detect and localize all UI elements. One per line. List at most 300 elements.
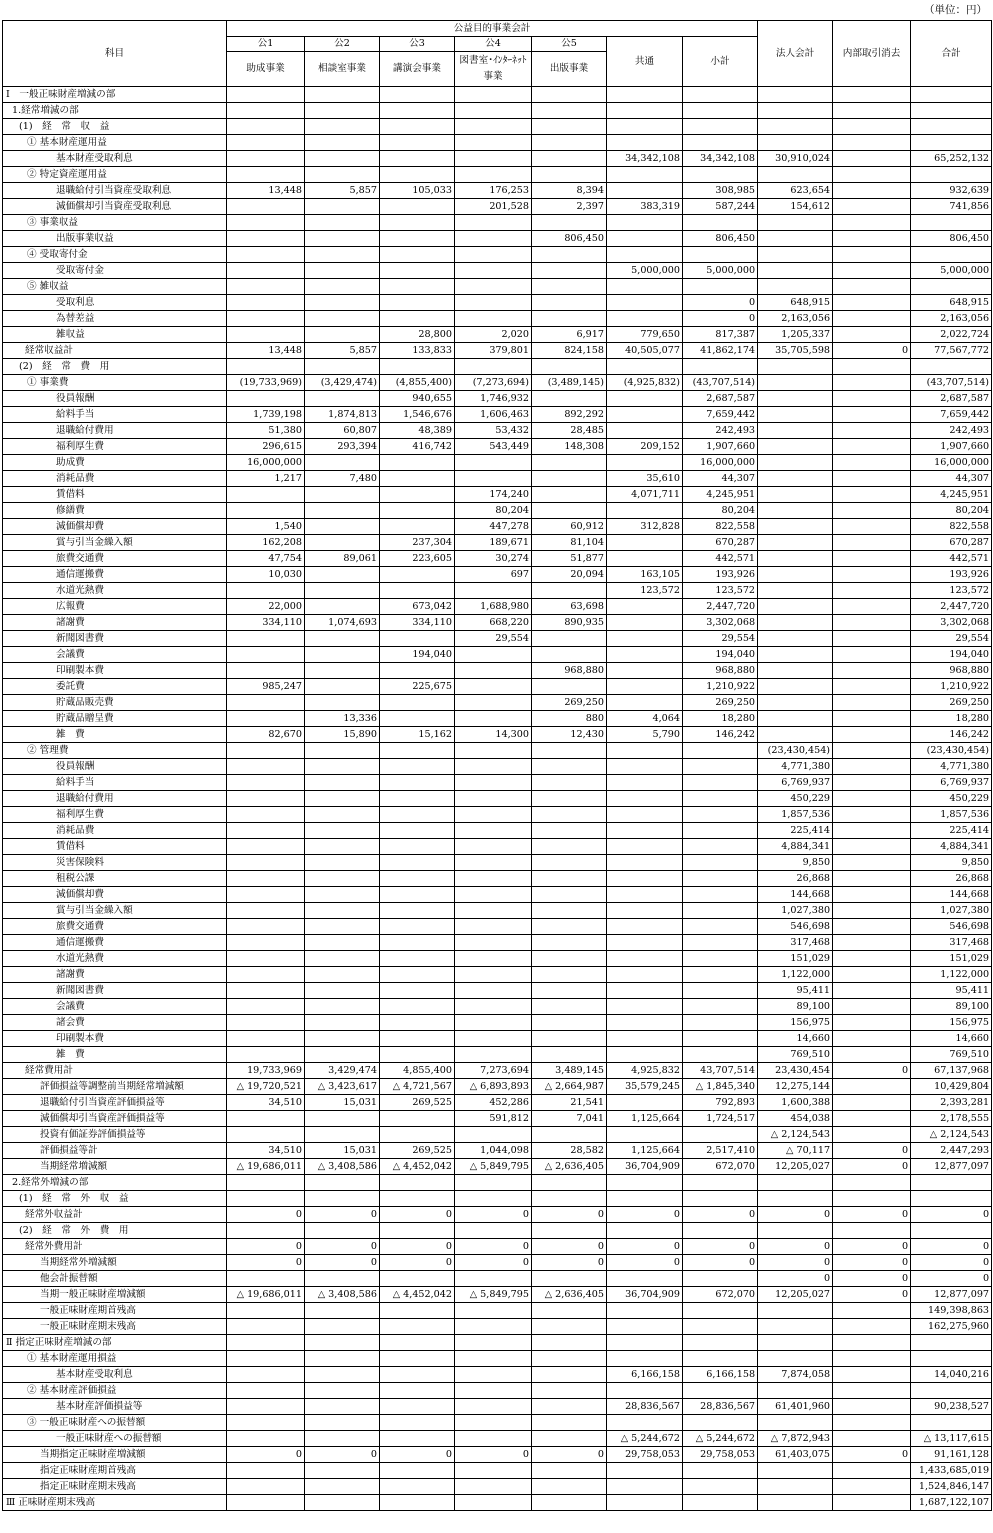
header-subtotal: 小計 bbox=[683, 37, 758, 87]
row-value: 35,610 bbox=[607, 471, 683, 487]
row-value bbox=[607, 135, 683, 151]
row-value bbox=[833, 487, 911, 503]
header-code: 公1 bbox=[227, 37, 305, 52]
row-value bbox=[305, 743, 380, 759]
row-value bbox=[683, 1479, 758, 1495]
table-row bbox=[3, 1079, 992, 1095]
row-value bbox=[305, 599, 380, 615]
row-value: 7,273,694 bbox=[455, 1063, 532, 1079]
row-label: 水道光熱費 bbox=[3, 951, 227, 967]
row-value bbox=[227, 999, 305, 1015]
row-value bbox=[380, 887, 455, 903]
row-value bbox=[227, 935, 305, 951]
row-value: △ 19,720,521 bbox=[227, 1079, 305, 1095]
row-value bbox=[455, 1415, 532, 1431]
row-value bbox=[532, 471, 607, 487]
row-label: 退職給付引当資産受取利息 bbox=[3, 183, 227, 199]
row-value: 20,094 bbox=[532, 567, 607, 583]
row-value bbox=[455, 167, 532, 183]
row-value bbox=[455, 1015, 532, 1031]
row-value: 34,510 bbox=[227, 1095, 305, 1111]
row-value bbox=[455, 1351, 532, 1367]
row-value bbox=[227, 215, 305, 231]
row-value bbox=[833, 1031, 911, 1047]
row-value bbox=[532, 807, 607, 823]
row-value bbox=[683, 839, 758, 855]
row-value bbox=[607, 919, 683, 935]
statement-table bbox=[2, 20, 992, 1511]
row-value bbox=[758, 519, 833, 535]
row-value bbox=[607, 423, 683, 439]
row-value: 2,517,410 bbox=[683, 1143, 758, 1159]
table-row bbox=[3, 167, 992, 183]
row-value bbox=[227, 1111, 305, 1127]
table-row bbox=[3, 1399, 992, 1415]
row-value: 670,287 bbox=[683, 535, 758, 551]
row-value bbox=[227, 1031, 305, 1047]
row-value: 9,850 bbox=[911, 855, 992, 871]
row-value bbox=[380, 1271, 455, 1287]
row-value: 162,275,960 bbox=[911, 1319, 992, 1335]
row-value: 67,137,968 bbox=[911, 1063, 992, 1079]
row-value bbox=[833, 679, 911, 695]
row-value bbox=[227, 119, 305, 135]
row-value bbox=[455, 1271, 532, 1287]
row-value bbox=[305, 1175, 380, 1191]
row-value bbox=[607, 1415, 683, 1431]
row-value bbox=[758, 1303, 833, 1319]
row-value: 0 bbox=[227, 1255, 305, 1271]
row-value: 1,074,693 bbox=[305, 615, 380, 631]
row-value: 162,208 bbox=[227, 535, 305, 551]
row-value bbox=[683, 791, 758, 807]
table-row bbox=[3, 119, 992, 135]
row-value: 194,040 bbox=[380, 647, 455, 663]
row-value: 673,042 bbox=[380, 599, 455, 615]
row-value bbox=[305, 199, 380, 215]
row-value bbox=[607, 247, 683, 263]
row-value bbox=[607, 1271, 683, 1287]
row-value: (23,430,454) bbox=[758, 743, 833, 759]
row-value bbox=[532, 759, 607, 775]
row-value: 1,125,664 bbox=[607, 1111, 683, 1127]
table-row bbox=[3, 471, 992, 487]
row-value bbox=[305, 983, 380, 999]
row-value bbox=[607, 823, 683, 839]
row-value bbox=[380, 1191, 455, 1207]
row-value bbox=[305, 823, 380, 839]
row-value: 416,742 bbox=[380, 439, 455, 455]
row-value bbox=[532, 1271, 607, 1287]
row-label: 給料手当 bbox=[3, 407, 227, 423]
row-value: 4,071,711 bbox=[607, 487, 683, 503]
row-value: 546,698 bbox=[911, 919, 992, 935]
table-row bbox=[3, 1063, 992, 1079]
row-value: 43,707,514 bbox=[683, 1063, 758, 1079]
row-value bbox=[380, 311, 455, 327]
row-value bbox=[455, 231, 532, 247]
row-value bbox=[305, 167, 380, 183]
row-value bbox=[683, 775, 758, 791]
row-value: 10,429,804 bbox=[911, 1079, 992, 1095]
table-row bbox=[3, 647, 992, 663]
row-value bbox=[833, 423, 911, 439]
row-value bbox=[683, 1031, 758, 1047]
row-value bbox=[607, 615, 683, 631]
row-value bbox=[758, 375, 833, 391]
row-value bbox=[683, 135, 758, 151]
row-value: 0 bbox=[833, 1271, 911, 1287]
row-value bbox=[833, 983, 911, 999]
row-value bbox=[911, 135, 992, 151]
row-label: 賃借料 bbox=[3, 487, 227, 503]
row-value: 225,414 bbox=[911, 823, 992, 839]
row-value bbox=[380, 871, 455, 887]
row-value bbox=[607, 1479, 683, 1495]
row-label: 新聞図書費 bbox=[3, 631, 227, 647]
row-label: ⑤ 雑収益 bbox=[3, 279, 227, 295]
row-value bbox=[833, 583, 911, 599]
row-value bbox=[758, 679, 833, 695]
row-value bbox=[607, 1303, 683, 1319]
row-value bbox=[607, 1127, 683, 1143]
row-value: 34,510 bbox=[227, 1143, 305, 1159]
row-value bbox=[305, 1367, 380, 1383]
row-value bbox=[455, 263, 532, 279]
row-value bbox=[833, 1431, 911, 1447]
row-value: 12,430 bbox=[532, 727, 607, 743]
row-value bbox=[380, 1495, 455, 1511]
row-value: 28,836,567 bbox=[607, 1399, 683, 1415]
row-value bbox=[305, 951, 380, 967]
row-value: 82,670 bbox=[227, 727, 305, 743]
row-value bbox=[532, 647, 607, 663]
row-value bbox=[911, 103, 992, 119]
row-value bbox=[833, 1111, 911, 1127]
row-value: 623,654 bbox=[758, 183, 833, 199]
row-value bbox=[833, 135, 911, 151]
row-value: 1,907,660 bbox=[911, 439, 992, 455]
row-value bbox=[305, 1479, 380, 1495]
row-value: 0 bbox=[455, 1255, 532, 1271]
table-row bbox=[3, 583, 992, 599]
row-value bbox=[833, 791, 911, 807]
row-value bbox=[607, 791, 683, 807]
table-row bbox=[3, 679, 992, 695]
row-value: 7,480 bbox=[305, 471, 380, 487]
row-value bbox=[911, 359, 992, 375]
row-value bbox=[455, 999, 532, 1015]
row-value bbox=[380, 1351, 455, 1367]
row-value bbox=[305, 247, 380, 263]
row-label: 一般正味財産への振替額 bbox=[3, 1431, 227, 1447]
row-label: 諸会費 bbox=[3, 1015, 227, 1031]
row-value bbox=[305, 631, 380, 647]
row-value: 3,302,068 bbox=[683, 615, 758, 631]
table-row bbox=[3, 727, 992, 743]
row-value: 0 bbox=[305, 1255, 380, 1271]
row-value bbox=[227, 1191, 305, 1207]
row-value bbox=[532, 1399, 607, 1415]
row-value: 817,387 bbox=[683, 327, 758, 343]
table-row bbox=[3, 87, 992, 103]
row-value bbox=[607, 967, 683, 983]
row-value bbox=[227, 263, 305, 279]
table-row bbox=[3, 855, 992, 871]
row-value bbox=[380, 151, 455, 167]
row-value: 1,122,000 bbox=[758, 967, 833, 983]
row-value bbox=[305, 935, 380, 951]
row-value bbox=[455, 135, 532, 151]
row-label: 旅費交通費 bbox=[3, 919, 227, 935]
row-label: (1) 経 常 外 収 益 bbox=[3, 1191, 227, 1207]
table-row bbox=[3, 1175, 992, 1191]
row-label: 通信運搬費 bbox=[3, 935, 227, 951]
row-value bbox=[305, 887, 380, 903]
row-value bbox=[758, 231, 833, 247]
table-row bbox=[3, 1495, 992, 1511]
table-row bbox=[3, 631, 992, 647]
row-value bbox=[227, 1415, 305, 1431]
row-value bbox=[305, 519, 380, 535]
row-value bbox=[683, 1495, 758, 1511]
row-value bbox=[833, 119, 911, 135]
row-value bbox=[833, 359, 911, 375]
row-value bbox=[305, 759, 380, 775]
row-value bbox=[227, 1335, 305, 1351]
row-value bbox=[227, 247, 305, 263]
row-value bbox=[758, 615, 833, 631]
row-value bbox=[607, 1047, 683, 1063]
row-value: 95,411 bbox=[758, 983, 833, 999]
row-value bbox=[683, 871, 758, 887]
row-value bbox=[227, 167, 305, 183]
row-value bbox=[758, 439, 833, 455]
row-value: 1,907,660 bbox=[683, 439, 758, 455]
row-value bbox=[305, 535, 380, 551]
row-value bbox=[532, 679, 607, 695]
row-value bbox=[227, 583, 305, 599]
row-value bbox=[833, 215, 911, 231]
table-row bbox=[3, 951, 992, 967]
row-value: 151,029 bbox=[911, 951, 992, 967]
row-value bbox=[758, 1495, 833, 1511]
table-row bbox=[3, 151, 992, 167]
row-value bbox=[683, 951, 758, 967]
table-row bbox=[3, 999, 992, 1015]
row-label: (2) 経 常 費 用 bbox=[3, 359, 227, 375]
row-value: 89,061 bbox=[305, 551, 380, 567]
row-value bbox=[911, 1351, 992, 1367]
row-value bbox=[911, 1223, 992, 1239]
row-value bbox=[607, 695, 683, 711]
row-value: 0 bbox=[683, 1255, 758, 1271]
table-row bbox=[3, 1287, 992, 1303]
row-label: 減価償却引当資産評価損益等 bbox=[3, 1111, 227, 1127]
row-value bbox=[380, 935, 455, 951]
row-value: 5,857 bbox=[305, 183, 380, 199]
row-value bbox=[532, 1319, 607, 1335]
row-value bbox=[758, 423, 833, 439]
table-row bbox=[3, 423, 992, 439]
row-value: 63,698 bbox=[532, 599, 607, 615]
row-label: 一般正味財産期末残高 bbox=[3, 1319, 227, 1335]
row-value bbox=[532, 1031, 607, 1047]
row-value bbox=[380, 903, 455, 919]
row-value: 697 bbox=[455, 567, 532, 583]
row-value bbox=[455, 215, 532, 231]
row-value bbox=[833, 855, 911, 871]
row-value: 1,217 bbox=[227, 471, 305, 487]
row-value: (43,707,514) bbox=[683, 375, 758, 391]
row-value bbox=[227, 503, 305, 519]
row-label: ① 事業費 bbox=[3, 375, 227, 391]
row-value bbox=[758, 1383, 833, 1399]
row-value bbox=[532, 935, 607, 951]
row-value bbox=[911, 247, 992, 263]
row-value: 6,769,937 bbox=[911, 775, 992, 791]
row-value: 156,975 bbox=[911, 1015, 992, 1031]
row-label: 減価償却引当資産受取利息 bbox=[3, 199, 227, 215]
row-value: 379,801 bbox=[455, 343, 532, 359]
row-value bbox=[532, 743, 607, 759]
row-value bbox=[305, 1127, 380, 1143]
row-value: 0 bbox=[380, 1239, 455, 1255]
row-label: 役員報酬 bbox=[3, 391, 227, 407]
row-value: 3,489,145 bbox=[532, 1063, 607, 1079]
row-value bbox=[607, 951, 683, 967]
row-value bbox=[607, 679, 683, 695]
row-value: 0 bbox=[305, 1447, 380, 1463]
table-row bbox=[3, 359, 992, 375]
row-value bbox=[833, 1015, 911, 1031]
row-value bbox=[305, 359, 380, 375]
row-value bbox=[607, 599, 683, 615]
row-value: 648,915 bbox=[911, 295, 992, 311]
row-label: 広報費 bbox=[3, 599, 227, 615]
row-value bbox=[305, 1335, 380, 1351]
row-value: 968,880 bbox=[911, 663, 992, 679]
row-value bbox=[833, 967, 911, 983]
row-value bbox=[833, 151, 911, 167]
table-row bbox=[3, 1095, 992, 1111]
row-value bbox=[455, 103, 532, 119]
row-value: (4,925,832) bbox=[607, 375, 683, 391]
row-value bbox=[380, 231, 455, 247]
row-value bbox=[305, 1495, 380, 1511]
row-value: (19,733,969) bbox=[227, 375, 305, 391]
row-label: 諸謝費 bbox=[3, 615, 227, 631]
row-value bbox=[532, 1495, 607, 1511]
row-value: 12,275,144 bbox=[758, 1079, 833, 1095]
row-value bbox=[305, 487, 380, 503]
row-value bbox=[833, 839, 911, 855]
row-value bbox=[833, 1095, 911, 1111]
row-value: 454,038 bbox=[758, 1111, 833, 1127]
row-value bbox=[833, 1191, 911, 1207]
row-value bbox=[683, 1303, 758, 1319]
row-label: ② 基本財産評価損益 bbox=[3, 1383, 227, 1399]
row-value bbox=[455, 711, 532, 727]
row-value bbox=[305, 1303, 380, 1319]
row-value bbox=[227, 1351, 305, 1367]
row-value bbox=[455, 359, 532, 375]
row-label: 旅費交通費 bbox=[3, 551, 227, 567]
row-value: 51,380 bbox=[227, 423, 305, 439]
row-value bbox=[607, 231, 683, 247]
row-value: 28,485 bbox=[532, 423, 607, 439]
row-value bbox=[380, 759, 455, 775]
table-row bbox=[3, 1367, 992, 1383]
row-value bbox=[607, 455, 683, 471]
row-value: 21,541 bbox=[532, 1095, 607, 1111]
row-label: ② 特定資産運用益 bbox=[3, 167, 227, 183]
row-value: 1,433,685,019 bbox=[911, 1463, 992, 1479]
row-value bbox=[607, 1319, 683, 1335]
row-label: 新聞図書費 bbox=[3, 983, 227, 999]
row-value bbox=[305, 1431, 380, 1447]
row-value: 0 bbox=[380, 1207, 455, 1223]
row-value: 0 bbox=[683, 1239, 758, 1255]
row-value: 237,304 bbox=[380, 535, 455, 551]
row-value bbox=[683, 983, 758, 999]
table-row bbox=[3, 1223, 992, 1239]
row-value bbox=[532, 103, 607, 119]
row-value bbox=[607, 663, 683, 679]
row-value bbox=[758, 135, 833, 151]
row-value bbox=[305, 567, 380, 583]
table-row bbox=[3, 983, 992, 999]
row-value: 892,292 bbox=[532, 407, 607, 423]
row-value: 0 bbox=[833, 1063, 911, 1079]
row-value: 4,884,341 bbox=[758, 839, 833, 855]
row-value: 7,659,442 bbox=[911, 407, 992, 423]
row-value bbox=[305, 871, 380, 887]
row-value bbox=[758, 1175, 833, 1191]
row-value: 769,510 bbox=[911, 1047, 992, 1063]
row-value bbox=[227, 231, 305, 247]
row-value bbox=[833, 1463, 911, 1479]
row-value bbox=[607, 983, 683, 999]
row-value bbox=[380, 135, 455, 151]
row-value bbox=[683, 279, 758, 295]
row-value: 1,746,932 bbox=[455, 391, 532, 407]
row-value bbox=[227, 711, 305, 727]
row-value bbox=[683, 1127, 758, 1143]
row-value bbox=[380, 1383, 455, 1399]
row-value: 591,812 bbox=[455, 1111, 532, 1127]
header-total: 合計 bbox=[911, 21, 992, 87]
row-value: 932,639 bbox=[911, 183, 992, 199]
row-value: 2,687,587 bbox=[683, 391, 758, 407]
row-value: 7,041 bbox=[532, 1111, 607, 1127]
row-label: 災害保険料 bbox=[3, 855, 227, 871]
header-item: 科目 bbox=[3, 21, 227, 87]
row-value: 194,040 bbox=[683, 647, 758, 663]
row-value: △ 5,244,672 bbox=[607, 1431, 683, 1447]
row-value: 65,252,132 bbox=[911, 151, 992, 167]
row-value: 0 bbox=[833, 1143, 911, 1159]
row-value bbox=[607, 839, 683, 855]
row-value bbox=[833, 743, 911, 759]
row-value bbox=[532, 167, 607, 183]
row-value bbox=[532, 455, 607, 471]
row-value bbox=[227, 1223, 305, 1239]
row-value: 156,975 bbox=[758, 1015, 833, 1031]
row-value: 13,448 bbox=[227, 183, 305, 199]
row-value bbox=[380, 1175, 455, 1191]
row-value: △ 70,117 bbox=[758, 1143, 833, 1159]
